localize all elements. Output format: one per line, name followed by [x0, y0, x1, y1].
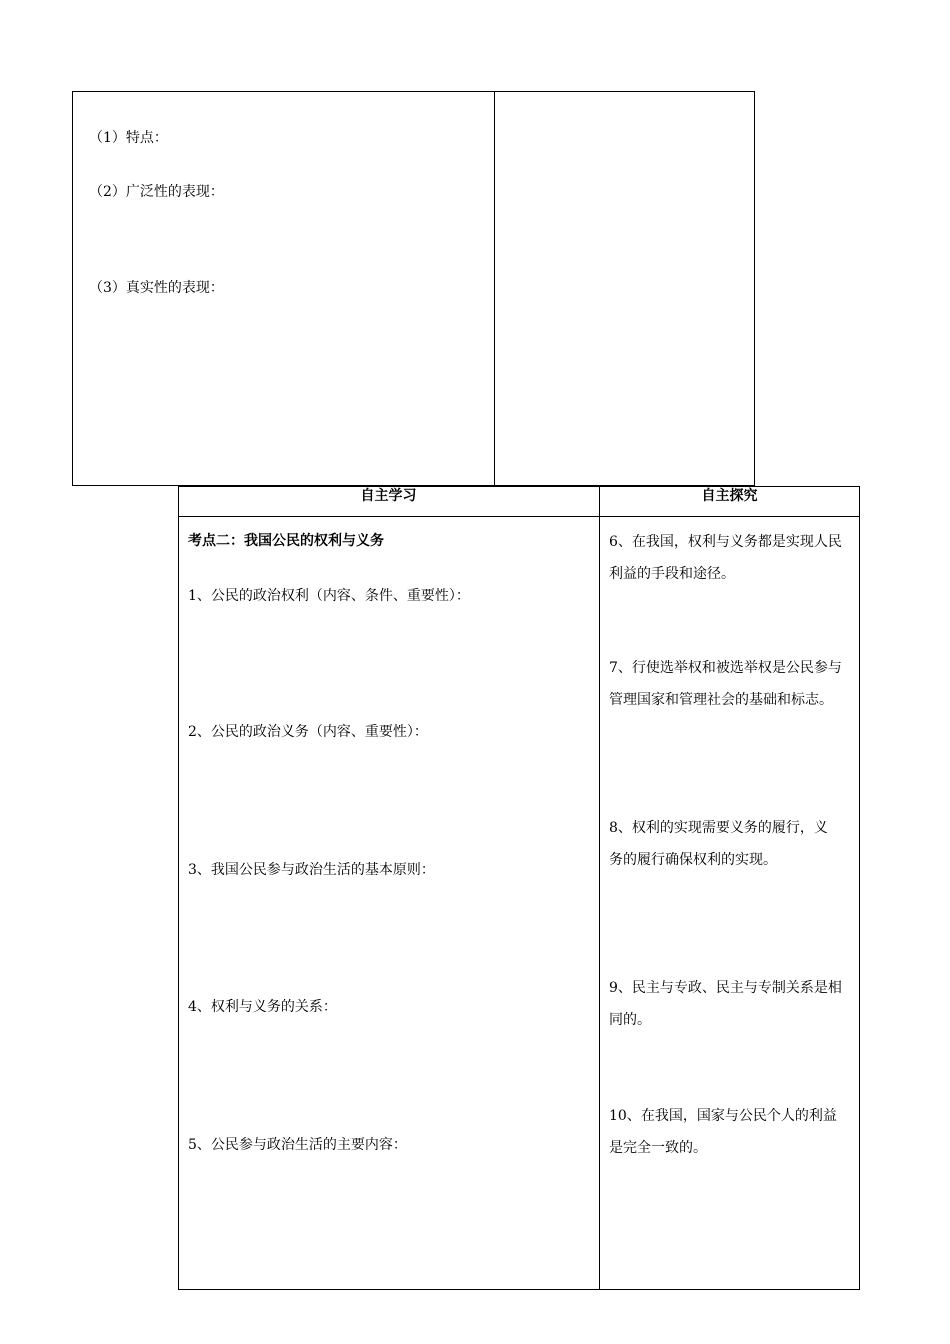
statement-10: 10、在我国，国家与公民个人的利益是完全一致的。: [609, 1108, 837, 1156]
question-5: 5、公民参与政治生活的主要内容：: [188, 1137, 407, 1153]
statement-8: 8、权利的实现需要义务的履行，义务的履行确保权利的实现。: [609, 820, 828, 868]
question-4: 4、权利与义务的关系：: [188, 999, 337, 1015]
section-title: 考点二：我国公民的权利与义务: [188, 533, 384, 549]
question-3: 3、我国公民参与政治生活的基本原则：: [188, 862, 435, 878]
bottom-table-header-rule: [178, 516, 860, 517]
header-self-explore: 自主探究: [701, 488, 758, 504]
top-table-divider: [494, 91, 495, 486]
top-item-3: （3）真实性的表现：: [89, 280, 224, 296]
bottom-table: [178, 486, 860, 1290]
top-item-1: （1）特点：: [89, 130, 168, 146]
question-1: 1、公民的政治权利（内容、条件、重要性）：: [188, 588, 470, 604]
header-self-study: 自主学习: [360, 488, 417, 504]
question-2: 2、公民的政治义务（内容、重要性）：: [188, 724, 428, 740]
bottom-table-divider: [599, 486, 600, 1290]
statement-6: 6、在我国，权利与义务都是实现人民利益的手段和途径。: [609, 534, 842, 582]
top-item-2: （2）广泛性的表现：: [89, 184, 224, 200]
statement-7: 7、行使选举权和被选举权是公民参与管理国家和管理社会的基础和标志。: [609, 660, 842, 708]
statement-9: 9、民主与专政、民主与专制关系是相同的。: [609, 980, 842, 1028]
